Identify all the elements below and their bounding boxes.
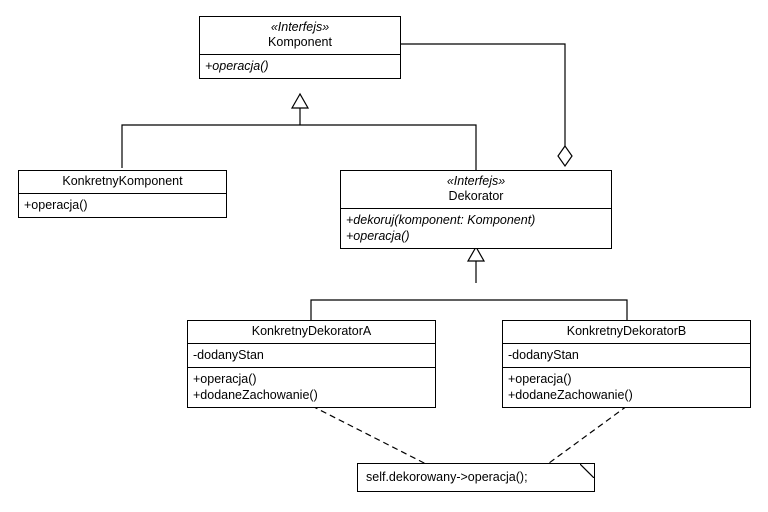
note-folded-corner-icon — [580, 464, 594, 478]
class-name-label: Dekorator — [448, 189, 504, 203]
uml-class-header — [200, 17, 400, 54]
uml-class-header — [341, 171, 611, 208]
uml-class-konkretnydekoratora[interactable] — [187, 320, 436, 408]
operation-item: +operacja() — [508, 372, 572, 386]
attributes-compartment — [188, 343, 435, 367]
aggregation-diamond — [558, 146, 572, 166]
uml-note[interactable] — [357, 463, 595, 492]
attribute-item: -dodanyStan — [193, 348, 264, 362]
operations-compartment — [188, 367, 435, 407]
operation-item: +operacja() — [193, 372, 257, 386]
operation-item: +dodaneZachowanie() — [193, 388, 318, 402]
operation-item: +operacja() — [24, 198, 88, 212]
uml-class-konkretnykomponent[interactable] — [18, 170, 227, 218]
operation-item: +operacja() — [346, 229, 410, 243]
class-name-label: Komponent — [268, 35, 332, 49]
class-name-label: KonkretnyKomponent — [62, 174, 183, 188]
note-text: self.dekorowany->operacja(); — [366, 470, 528, 484]
attribute-item: -dodanyStan — [508, 348, 579, 362]
uml-class-header — [503, 321, 750, 343]
stereotype-label: «Interfejs» — [446, 174, 506, 188]
attributes-compartment — [503, 343, 750, 367]
operation-item: +dodaneZachowanie() — [508, 388, 633, 402]
stereotype-label: «Interfejs» — [270, 20, 330, 34]
operations-compartment — [503, 367, 750, 407]
generalization-arrow-dekorator — [468, 247, 484, 261]
uml-class-header — [19, 171, 226, 193]
class-name-label: KonkretnyDekoratorA — [251, 324, 372, 338]
operations-compartment — [341, 208, 611, 248]
uml-class-dekorator[interactable] — [340, 170, 612, 249]
operations-compartment — [200, 54, 400, 78]
uml-class-header — [188, 321, 435, 343]
class-name-label: KonkretnyDekoratorB — [566, 324, 687, 338]
operation-item: +dekoruj(komponent: Komponent) — [346, 213, 536, 227]
uml-class-konkretnydekoratorb[interactable] — [502, 320, 751, 408]
uml-class-komponent[interactable] — [199, 16, 401, 79]
generalization-arrow-komponent — [292, 94, 308, 108]
operation-item: +operacja() — [205, 59, 269, 73]
operations-compartment — [19, 193, 226, 217]
